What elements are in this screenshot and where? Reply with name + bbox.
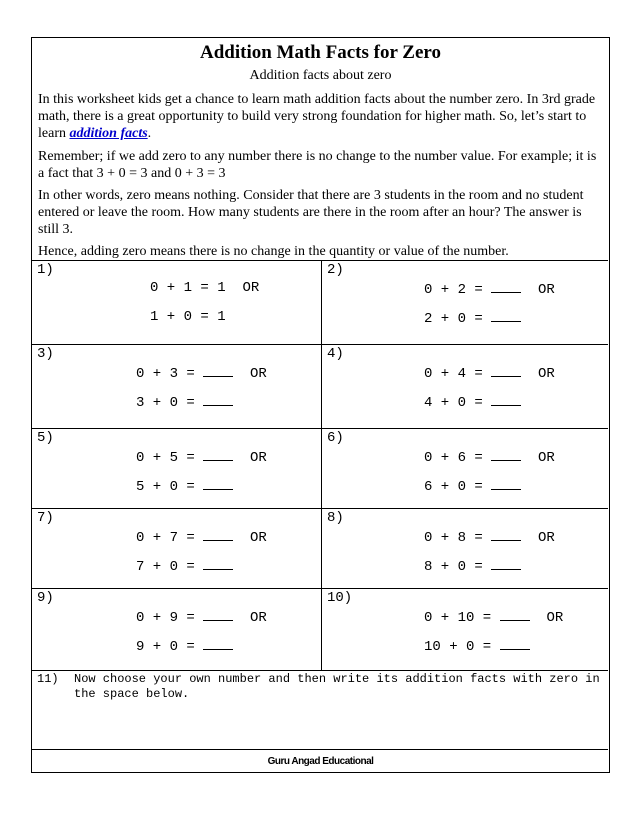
- problem-line-1: [136, 608, 267, 626]
- equation-text: 0 + 2 =: [424, 282, 483, 298]
- or-label: OR: [538, 282, 555, 298]
- problem-number: 1): [37, 262, 54, 278]
- problem-cell: [32, 261, 322, 345]
- problem-cell: [32, 589, 322, 671]
- problem-number: 5): [37, 430, 54, 446]
- worksheet-subtitle: Addition facts about zero: [249, 68, 392, 83]
- problem-line-2: [424, 393, 521, 411]
- problem-line-1: [424, 364, 555, 382]
- answer-blank[interactable]: [203, 557, 233, 570]
- or-label: OR: [250, 366, 267, 382]
- answer-blank[interactable]: [203, 477, 233, 490]
- remember-paragraph: Remember; if we add zero to any number there is no change to the number value. For example; it is a fact that 3 + 0 = 3 and 0 + 3 = 3: [38, 149, 597, 181]
- answer-blank[interactable]: [500, 637, 530, 650]
- or-label: OR: [250, 610, 267, 626]
- equation-text: 0 + 7 =: [136, 530, 195, 546]
- problem-line-1: [424, 448, 555, 466]
- problem-line-2: [424, 637, 530, 655]
- problem-line-1: [150, 280, 259, 296]
- answer-blank[interactable]: [203, 364, 233, 377]
- equation-text: 4 + 0 =: [424, 395, 483, 411]
- or-label: OR: [538, 450, 555, 466]
- answer-blank[interactable]: [203, 393, 233, 406]
- problem-grid: [32, 260, 608, 671]
- question-11-text: Now choose your own number and then write its addition facts with zero in the space below.: [74, 672, 600, 701]
- problem-line-2: [136, 393, 233, 411]
- addition-facts-link[interactable]: addition facts: [69, 126, 148, 141]
- answer-blank[interactable]: [203, 608, 233, 621]
- problem-number: 6): [327, 430, 344, 446]
- problem-line-1: [424, 608, 563, 626]
- problem-number: 8): [327, 510, 344, 526]
- equation-text: 6 + 0 =: [424, 479, 483, 495]
- answer-blank[interactable]: [491, 528, 521, 541]
- problem-line-1: [136, 364, 267, 382]
- question-11: [32, 670, 608, 750]
- problem-line-2: [424, 557, 521, 575]
- worksheet-title: Addition Math Facts for Zero: [199, 42, 441, 63]
- problem-line-2: [424, 309, 521, 327]
- answer-blank[interactable]: [491, 364, 521, 377]
- answer-blank[interactable]: [491, 477, 521, 490]
- problem-number: 3): [37, 346, 54, 362]
- problem-cell: [322, 429, 608, 509]
- equation-text: 0 + 4 =: [424, 366, 483, 382]
- or-label: OR: [538, 530, 555, 546]
- footer-credit: Guru Angad Educational: [267, 756, 374, 767]
- problem-line-1: [136, 448, 267, 466]
- problem-line-2: [424, 477, 521, 495]
- answer-blank[interactable]: [203, 528, 233, 541]
- equation-text: 5 + 0 =: [136, 479, 195, 495]
- equation-text: 2 + 0 =: [424, 311, 483, 327]
- problem-line-2: [150, 309, 226, 325]
- equation-text: 7 + 0 =: [136, 559, 195, 575]
- question-11-number: 11): [37, 672, 59, 686]
- problem-cell: [32, 429, 322, 509]
- problem-number: 9): [37, 590, 54, 606]
- conclusion-paragraph: Hence, adding zero means there is no change in the quantity or value of the number.: [38, 244, 509, 259]
- problem-line-2: [136, 477, 233, 495]
- equation-text: 0 + 6 =: [424, 450, 483, 466]
- intro-paragraph: [38, 91, 604, 142]
- answer-blank[interactable]: [500, 608, 530, 621]
- worksheet: [31, 37, 610, 773]
- problem-cell: [32, 345, 322, 429]
- intro-text: In this worksheet kids get a chance to learn math addition facts about the number zero. In 3rd grade math, there is a great opportunity to build very strong foundation for higher math. So, let’s start to learn: [38, 92, 596, 141]
- problem-cell: [322, 509, 608, 589]
- problem-cell: [32, 509, 322, 589]
- equation-text: 0 + 9 =: [136, 610, 195, 626]
- equation-text: 9 + 0 =: [136, 639, 195, 655]
- equation-text: 3 + 0 =: [136, 395, 195, 411]
- answer-blank[interactable]: [491, 280, 521, 293]
- equation-text: 0 + 8 =: [424, 530, 483, 546]
- answer-blank[interactable]: [491, 393, 521, 406]
- equation-text: 0 + 1 = 1: [150, 280, 226, 296]
- answer-blank[interactable]: [203, 448, 233, 461]
- problem-cell: [322, 345, 608, 429]
- problem-cell: [322, 261, 608, 345]
- or-label: OR: [250, 450, 267, 466]
- equation-text: 10 + 0 =: [424, 639, 492, 655]
- problem-number: 7): [37, 510, 54, 526]
- answer-blank[interactable]: [491, 309, 521, 322]
- problem-cell: [322, 589, 608, 671]
- answer-blank[interactable]: [491, 557, 521, 570]
- problem-line-1: [424, 280, 555, 298]
- answer-blank[interactable]: [203, 637, 233, 650]
- problem-number: 10): [327, 590, 353, 606]
- equation-text: 1 + 0 = 1: [150, 309, 226, 325]
- problem-number: 4): [327, 346, 344, 362]
- equation-text: 0 + 3 =: [136, 366, 195, 382]
- or-label: OR: [250, 530, 267, 546]
- equation-text: 8 + 0 =: [424, 559, 483, 575]
- or-label: OR: [538, 366, 555, 382]
- answer-blank[interactable]: [491, 448, 521, 461]
- problem-line-1: [424, 528, 555, 546]
- problem-number: 2): [327, 262, 344, 278]
- problem-line-2: [136, 557, 233, 575]
- or-label: OR: [242, 280, 260, 296]
- equation-text: 0 + 10 =: [424, 610, 492, 626]
- explanation-paragraph: In other words, zero means nothing. Consider that there are 3 students in the room and no student entered or leave the room. How many students are there in the room after an hour? The answer is still 3.: [38, 188, 584, 237]
- problem-line-1: [136, 528, 267, 546]
- or-label: OR: [546, 610, 564, 626]
- intro-end: .: [147, 126, 152, 141]
- problem-line-2: [136, 637, 233, 655]
- equation-text: 0 + 5 =: [136, 450, 195, 466]
